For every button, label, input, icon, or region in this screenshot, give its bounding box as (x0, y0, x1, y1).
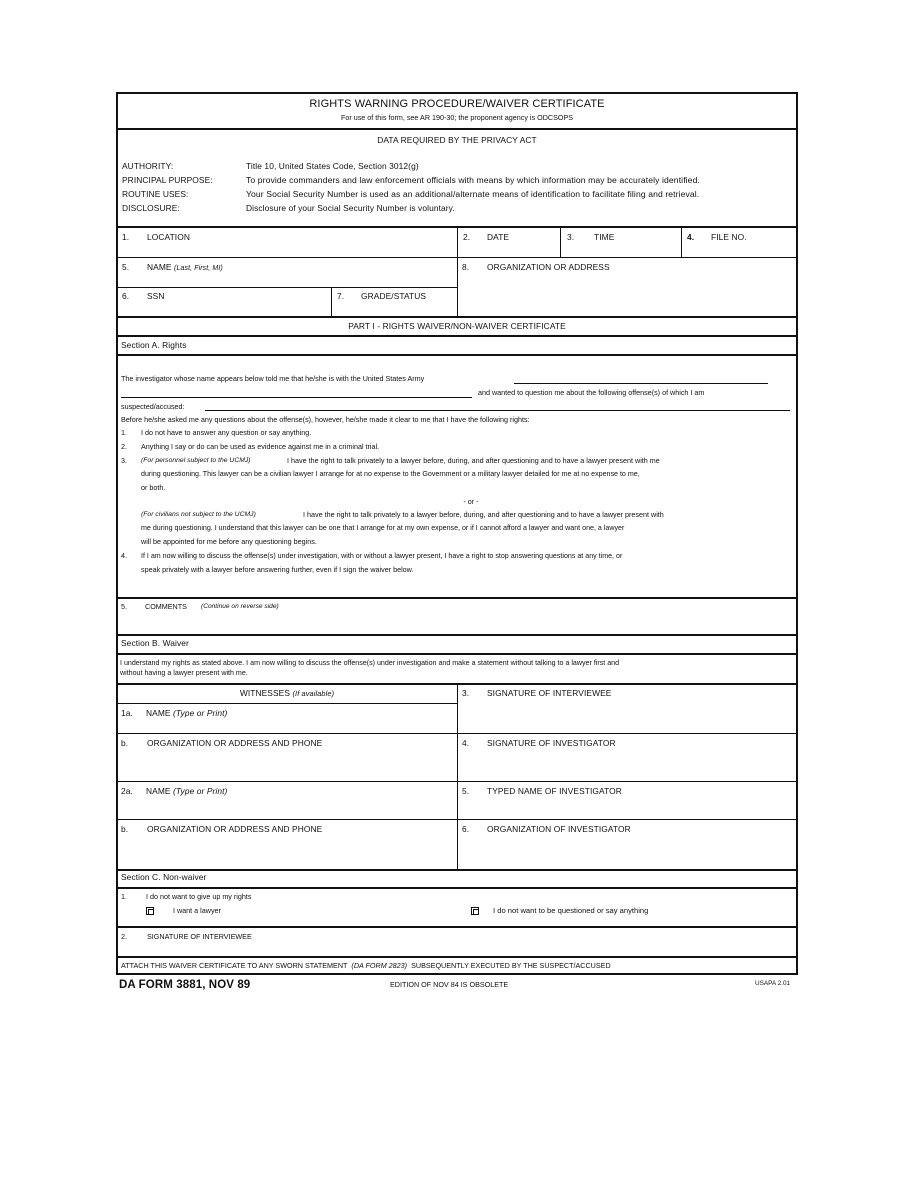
or-separator: - or - (463, 497, 479, 506)
right-4-line2: speak privately with a lawyer before answering further, even if I sign the waiver below. (141, 565, 414, 574)
no-questioning-label: I do not want to be questioned or say anything (493, 906, 649, 915)
field-number: 3. (462, 688, 470, 698)
field-number: 1. (122, 232, 130, 242)
field-number: 4. (462, 738, 470, 748)
field-number: 7. (337, 291, 345, 301)
field-name[interactable] (117, 258, 457, 287)
part1-heading: PART I - RIGHTS WAIVER/NON-WAIVER CERTIFICATE (348, 321, 566, 331)
nonwaiver-statement: I do not want to give up my rights (146, 892, 252, 901)
rights-before-text: Before he/she asked me any questions about the offense(s), however, he/she made it clear to me that I have the following rights: (121, 415, 530, 424)
typed-name-investigator-field[interactable] (458, 782, 797, 819)
signature-interviewee-field[interactable] (458, 684, 797, 733)
field-number: 5. (121, 602, 127, 611)
usapa-note: USAPA 2.01 (755, 980, 791, 987)
field-label (147, 262, 223, 274)
field-ssn[interactable] (117, 288, 331, 316)
field-label-text: NAME (146, 786, 171, 796)
investigator-blank[interactable] (121, 397, 472, 398)
attach-instruction (121, 961, 611, 971)
field-number: 1a. (121, 708, 133, 718)
field-label: GRADE/STATUS (361, 291, 427, 301)
field-label: ORGANIZATION OR ADDRESS AND PHONE (147, 824, 323, 834)
witnesses-heading (117, 688, 457, 699)
field-label: ORGANIZATION OR ADDRESS AND PHONE (147, 738, 323, 748)
field-label: FILE NO. (711, 232, 747, 242)
field-number: 1. (121, 892, 127, 901)
right-1-text: I do not have to answer any question or say anything. (141, 428, 312, 437)
right-3-line2: during questioning. This lawyer can be a civilian lawyer I arrange for at no expense to the Government or a military lawyer detailed for me at no expense to me, (141, 470, 640, 478)
divider (116, 869, 798, 871)
section-b-heading: Section B. Waiver (121, 638, 189, 648)
privacy-label-disclosure: DISCLOSURE: (122, 203, 180, 213)
field-label-text: NAME (146, 708, 171, 718)
field-label: SIGNATURE OF INTERVIEWEE (487, 688, 612, 698)
field-number: 6. (122, 291, 130, 301)
right-3-hint: (For personnel subject to the UCMJ) (141, 457, 251, 464)
form-id: DA FORM 3881, NOV 89 (119, 979, 251, 991)
field-label: SIGNATURE OF INTERVIEWEE (147, 932, 252, 941)
field-number: 2. (463, 232, 471, 242)
field-label: DATE (487, 232, 510, 242)
section-c-heading: Section C. Non-waiver (121, 872, 207, 882)
field-label: ORGANIZATION OR ADDRESS (487, 262, 610, 272)
divider (116, 956, 798, 958)
want-lawyer-label: I want a lawyer (173, 906, 221, 915)
signature-investigator-field[interactable] (458, 734, 797, 781)
comments-field[interactable] (117, 598, 797, 634)
witnesses-hint: (If available) (292, 689, 335, 698)
divider (116, 128, 798, 130)
field-number: b. (121, 738, 129, 748)
form-subtitle: For use of this form, see AR 190-30; the proponent agency is ODCSOPS (340, 113, 574, 122)
field-number: 4. (687, 232, 695, 242)
right-4-line1: If I am now willing to discuss the offense(s) under investigation, with or without a lawyer present, I have a right to stop answering questions at any time, or (141, 552, 623, 560)
rights-intro-line3: suspected/accused: (121, 402, 185, 411)
privacy-label-routine: ROUTINE USES: (122, 189, 189, 199)
privacy-text-routine: Your Social Security Number is used as an additional/alternate means of identification to facilitate filing and retrieval. (246, 189, 700, 199)
privacy-label-authority: AUTHORITY: (122, 161, 174, 171)
witness-2-name[interactable] (117, 782, 457, 819)
divider (116, 634, 798, 636)
field-number: 8. (462, 262, 470, 272)
field-number: 6. (462, 824, 470, 834)
privacy-text-disclosure: Disclosure of your Social Security Number is voluntary. (246, 203, 455, 213)
field-number: b. (121, 824, 129, 834)
divider (116, 335, 798, 337)
field-date[interactable] (458, 227, 560, 257)
right-3b-hint: (For civilians not subject to the UCMJ) (141, 511, 256, 518)
divider (116, 316, 798, 318)
field-grade-status[interactable] (332, 288, 457, 316)
privacy-text-purpose: To provide commanders and law enforcement officials with means by which information may be accurately identified. (246, 175, 700, 185)
attach-text-pre: ATTACH THIS WAIVER CERTIFICATE TO ANY SWORN STATEMENT (121, 961, 348, 970)
right-3b-line3: will be appointed for me before any questioning begins. (141, 537, 317, 546)
form-title: RIGHTS WARNING PROCEDURE/WAIVER CERTIFICATE (309, 98, 605, 110)
field-number: 3. (567, 232, 575, 242)
right-2-text: Anything I say or do can be used as evidence against me in a criminal trial. (141, 442, 380, 451)
nonwaiver-signature-field[interactable] (117, 927, 797, 956)
divider (116, 653, 798, 655)
field-hint: (Type or Print) (173, 786, 228, 796)
field-organization[interactable] (458, 258, 797, 316)
attach-text-post: SUBSEQUENTLY EXECUTED BY THE SUSPECT/ACCUSED (411, 961, 611, 970)
right-number: 3. (121, 456, 127, 465)
waiver-text-line2: without having a lawyer present with me. (120, 669, 248, 677)
organization-investigator-field[interactable] (458, 820, 797, 869)
field-label-text: NAME (147, 262, 172, 272)
rights-intro-line2: and wanted to question me about the following offense(s) of which I am (478, 388, 705, 397)
field-number: 5. (122, 262, 130, 272)
field-hint: (Last, First, MI) (174, 265, 223, 272)
field-label: LOCATION (147, 232, 190, 242)
field-number: 2. (121, 932, 127, 941)
witness-1-name[interactable] (117, 704, 457, 733)
witnesses-label: WITNESSES (239, 688, 291, 698)
right-3b-line2: me during questioning. I understand that this lawyer can be one that I arrange for at my own expense, or if I cannot afford a lawyer and want one, a lawyer (141, 524, 625, 532)
field-label: TIME (594, 232, 615, 242)
right-number: 2. (121, 442, 127, 451)
field-label (146, 708, 227, 719)
field-label: ORGANIZATION OF INVESTIGATOR (487, 824, 631, 834)
field-file-no[interactable] (682, 227, 797, 257)
army-unit-blank[interactable] (514, 383, 768, 384)
attach-form-ref: (DA FORM 2823) (351, 961, 408, 970)
right-number: 1. (121, 428, 127, 437)
field-label (146, 786, 227, 797)
privacy-text-authority: Title 10, United States Code, Section 3012(g) (246, 161, 419, 171)
comments-hint: (Continue on reverse side) (201, 603, 279, 610)
comments-label: COMMENTS (145, 602, 187, 611)
field-number: 5. (462, 786, 470, 796)
privacy-heading: DATA REQUIRED BY THE PRIVACY ACT (377, 135, 537, 145)
right-number: 4. (121, 551, 127, 560)
witness-1-organization[interactable] (117, 734, 457, 781)
field-time[interactable] (561, 227, 681, 257)
waiver-text-line1: I understand my rights as stated above. I am now willing to discuss the offense(s) under investigation and make a statement without talking to a lawyer first and (120, 659, 620, 667)
field-hint: (Type or Print) (173, 708, 228, 718)
right-3-line1: I have the right to talk privately to a lawyer before, during, and after questioning and to have a lawyer present with me (287, 456, 660, 465)
privacy-label-purpose: PRINCIPAL PURPOSE: (122, 175, 213, 185)
section-a-heading: Section A. Rights (121, 340, 187, 350)
field-label: TYPED NAME OF INVESTIGATOR (487, 786, 622, 796)
field-location[interactable] (117, 227, 457, 257)
no-questioning-checkbox[interactable] (471, 907, 479, 915)
rights-intro-line1: The investigator whose name appears below told me that he/she is with the United States Army (121, 374, 425, 383)
field-number: 2a. (121, 786, 133, 796)
want-lawyer-checkbox[interactable] (146, 907, 154, 915)
right-3b-line1: I have the right to talk privately to a lawyer before, during, and after questioning and to have a lawyer present with (303, 510, 664, 519)
divider (116, 887, 798, 889)
field-label: SIGNATURE OF INVESTIGATOR (487, 738, 616, 748)
witness-2-organization[interactable] (117, 820, 457, 869)
right-3-line3: or both. (141, 483, 166, 492)
field-label: SSN (147, 291, 165, 301)
divider (116, 354, 798, 356)
offense-blank[interactable] (205, 410, 790, 411)
edition-note: EDITION OF NOV 84 IS OBSOLETE (390, 980, 509, 989)
